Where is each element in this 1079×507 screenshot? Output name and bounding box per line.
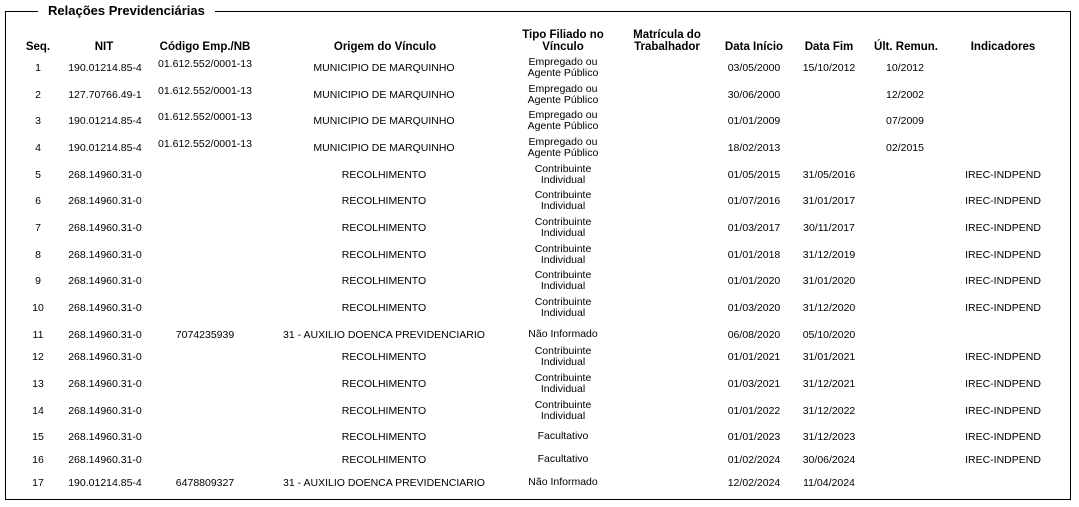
cell-data-inicio: 01/03/2021 [727,378,781,390]
cell-data-inicio: 01/01/2009 [727,115,781,127]
cell-indicadores: IREC-INDPEND [965,275,1041,287]
cell-origem: MUNICIPIO DE MARQUINHO [313,62,455,74]
cell-data-inicio: 01/03/2017 [727,222,781,234]
cell-data-inicio: 01/01/2021 [727,351,781,363]
header-seq: Seq. [25,41,51,53]
cell-tipo-filiado-line1: Não Informado [528,328,598,340]
cell-indicadores: IREC-INDPEND [965,405,1041,417]
cell-nit: 268.14960.31-0 [68,275,142,287]
cell-ult-remun: 07/2009 [886,115,924,127]
cell-tipo-filiado-line2: Individual [540,200,586,212]
cell-codigo: 01.612.552/0001-13 [157,58,252,70]
cell-seq: 9 [35,275,41,287]
cell-tipo-filiado-line2: Individual [540,410,586,422]
cell-seq: 16 [32,454,44,466]
cell-seq: 2 [35,89,41,101]
cell-nit: 268.14960.31-0 [68,431,142,443]
cell-data-inicio: 01/03/2020 [727,302,781,314]
cell-tipo-filiado-line1: Contribuinte [534,399,592,411]
cell-seq: 6 [35,195,41,207]
cell-tipo-filiado-line1: Não Informado [528,476,598,488]
cell-data-inicio: 12/02/2024 [727,477,781,489]
cell-indicadores: IREC-INDPEND [965,378,1041,390]
cell-codigo: 7074235939 [175,329,235,341]
cell-origem: 31 - AUXILIO DOENCA PREVIDENCIARIO [283,329,485,341]
cell-data-fim: 31/01/2020 [802,275,856,287]
cell-tipo-filiado-line1: Contribuinte [534,372,592,384]
cell-data-fim: 11/04/2024 [803,477,855,489]
cell-nit: 268.14960.31-0 [68,249,142,261]
cell-nit: 190.01214.85-4 [68,62,142,74]
cell-indicadores: IREC-INDPEND [965,302,1041,314]
cell-origem: RECOLHIMENTO [341,351,427,363]
cell-origem: RECOLHIMENTO [341,454,427,466]
cell-data-inicio: 01/01/2022 [727,405,781,417]
cell-data-fim: 30/11/2017 [803,222,855,234]
cell-codigo: 6478809327 [175,477,235,489]
cell-data-fim: 31/12/2020 [802,302,856,314]
cell-origem: RECOLHIMENTO [341,249,427,261]
cell-nit: 268.14960.31-0 [68,169,142,181]
cell-codigo: 01.612.552/0001-13 [157,138,252,150]
cell-seq: 11 [32,329,44,341]
cell-origem: RECOLHIMENTO [341,431,427,443]
cell-data-fim: 31/12/2023 [802,431,856,443]
cell-origem: 31 - AUXILIO DOENCA PREVIDENCIARIO [283,477,485,489]
cell-ult-remun: 02/2015 [886,142,924,154]
header-ult-remun: Últ. Remun. [874,41,938,53]
cell-tipo-filiado-line2: Individual [540,254,586,266]
cell-indicadores: IREC-INDPEND [965,249,1041,261]
cell-data-inicio: 01/01/2018 [727,249,781,261]
cell-seq: 12 [32,351,44,363]
cell-nit: 268.14960.31-0 [68,454,142,466]
cell-seq: 4 [35,142,41,154]
cell-tipo-filiado-line2: Agente Público [527,147,599,159]
cell-nit: 268.14960.31-0 [68,302,142,314]
header-nit: NIT [94,41,114,53]
cell-tipo-filiado-line2: Individual [540,383,586,395]
cell-origem: RECOLHIMENTO [341,302,427,314]
cell-tipo-filiado-line2: Agente Público [527,94,599,106]
header-tipo-l1: Tipo Filiado no [522,29,604,41]
cell-data-fim: 05/10/2020 [802,329,856,341]
cell-origem: MUNICIPIO DE MARQUINHO [313,89,455,101]
cell-data-fim: 15/10/2012 [802,62,856,74]
header-origem: Origem do Vínculo [333,41,437,53]
cell-seq: 10 [32,302,44,314]
cell-nit: 268.14960.31-0 [68,351,142,363]
cell-nit: 190.01214.85-4 [68,142,142,154]
cell-data-inicio: 01/02/2024 [727,454,781,466]
cell-codigo: 01.612.552/0001-13 [157,111,252,123]
header-matricula-l1: Matrícula do [633,29,701,41]
cell-tipo-filiado-line1: Facultativo [537,453,589,465]
cell-nit: 190.01214.85-4 [68,115,142,127]
cell-data-inicio: 03/05/2000 [727,62,781,74]
cell-data-fim: 31/12/2019 [802,249,856,261]
header-codigo: Código Emp./NB [159,41,251,53]
cell-seq: 5 [35,169,41,181]
cell-tipo-filiado-line2: Individual [540,227,586,239]
cell-tipo-filiado-line1: Contribuinte [534,216,592,228]
cell-data-inicio: 18/02/2013 [727,142,781,154]
cell-seq: 13 [32,378,44,390]
cell-data-fim: 31/01/2021 [802,351,856,363]
cell-tipo-filiado-line2: Agente Público [527,67,599,79]
cell-data-inicio: 06/08/2020 [727,329,781,341]
section-title: Relações Previdenciárias [38,3,215,19]
cell-tipo-filiado-line1: Contribuinte [534,345,592,357]
cell-data-inicio: 01/01/2020 [727,275,781,287]
cell-origem: RECOLHIMENTO [341,378,427,390]
cell-origem: RECOLHIMENTO [341,405,427,417]
cell-data-fim: 31/01/2017 [802,195,856,207]
cell-nit: 268.14960.31-0 [68,222,142,234]
cell-origem: RECOLHIMENTO [341,275,427,287]
header-data-fim: Data Fim [804,41,854,53]
header-matricula-l2: Trabalhador [634,41,700,53]
cell-indicadores: IREC-INDPEND [965,169,1041,181]
cell-codigo: 01.612.552/0001-13 [157,85,252,97]
cell-tipo-filiado-line1: Contribuinte [534,296,592,308]
cell-nit: 127.70766.49-1 [68,89,142,101]
cell-origem: RECOLHIMENTO [341,222,427,234]
cell-data-fim: 31/12/2021 [802,378,856,390]
cell-indicadores: IREC-INDPEND [965,351,1041,363]
cell-ult-remun: 12/2002 [886,89,924,101]
cell-tipo-filiado-line2: Agente Público [527,120,599,132]
cell-tipo-filiado-line1: Contribuinte [534,269,592,281]
cell-nit: 268.14960.31-0 [68,329,142,341]
cell-tipo-filiado-line2: Individual [540,307,586,319]
cell-data-inicio: 01/01/2023 [727,431,781,443]
cell-data-fim: 30/06/2024 [802,454,856,466]
cell-origem: RECOLHIMENTO [341,195,427,207]
cell-tipo-filiado-line1: Empregado ou [528,56,598,68]
cell-data-fim: 31/05/2016 [802,169,856,181]
cell-seq: 3 [35,115,41,127]
header-tipo-l2: Vínculo [542,41,584,53]
cell-tipo-filiado-line1: Contribuinte [534,189,592,201]
cell-tipo-filiado-line1: Empregado ou [528,109,598,121]
cell-tipo-filiado-line1: Facultativo [537,430,589,442]
cell-seq: 1 [35,62,41,74]
cell-tipo-filiado-line1: Empregado ou [528,83,598,95]
header-data-inicio: Data Início [724,41,784,53]
cell-seq: 17 [32,477,44,489]
cell-origem: RECOLHIMENTO [341,169,427,181]
cell-origem: MUNICIPIO DE MARQUINHO [313,142,455,154]
cell-tipo-filiado-line1: Empregado ou [528,136,598,148]
cell-indicadores: IREC-INDPEND [965,222,1041,234]
cell-tipo-filiado-line2: Individual [540,356,586,368]
cell-tipo-filiado-line2: Individual [540,280,586,292]
cell-indicadores: IREC-INDPEND [965,195,1041,207]
cell-indicadores: IREC-INDPEND [965,431,1041,443]
cell-ult-remun: 10/2012 [886,62,924,74]
cell-seq: 15 [32,431,44,443]
cell-nit: 268.14960.31-0 [68,378,142,390]
cell-nit: 190.01214.85-4 [68,477,142,489]
cell-data-inicio: 30/06/2000 [727,89,781,101]
cell-nit: 268.14960.31-0 [68,195,142,207]
cell-tipo-filiado-line1: Contribuinte [534,163,592,175]
cell-data-inicio: 01/07/2016 [727,195,781,207]
cell-seq: 14 [32,405,44,417]
cell-tipo-filiado-line2: Individual [540,174,586,186]
cell-indicadores: IREC-INDPEND [965,454,1041,466]
cell-seq: 7 [35,222,41,234]
cell-nit: 268.14960.31-0 [68,405,142,417]
cell-tipo-filiado-line1: Contribuinte [534,243,592,255]
cell-origem: MUNICIPIO DE MARQUINHO [313,115,455,127]
header-indicadores: Indicadores [970,41,1036,53]
cell-seq: 8 [35,249,41,261]
cell-data-inicio: 01/05/2015 [727,169,781,181]
cell-data-fim: 31/12/2022 [802,405,856,417]
